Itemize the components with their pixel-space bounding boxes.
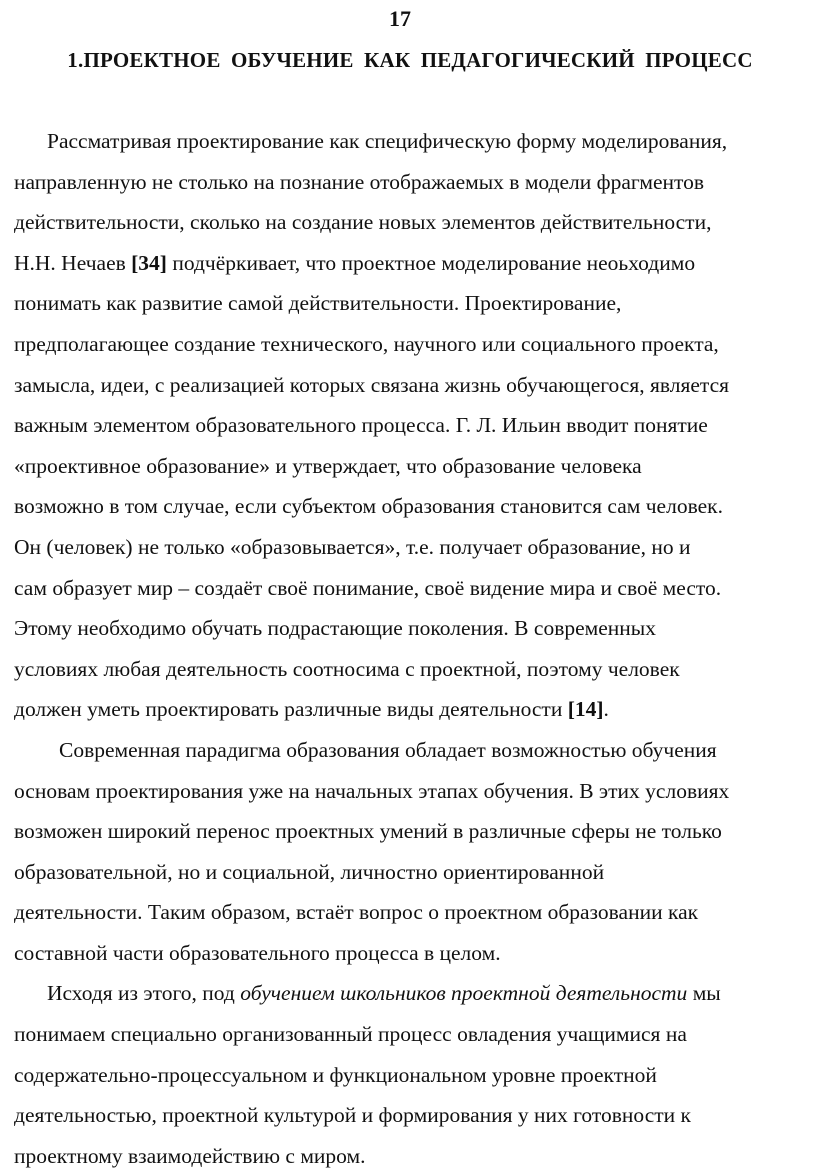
emphasis-term: обучением школьников проектной деятельности [240, 981, 688, 1006]
text-line: важным элементом образовательного процесса. Г. Л. Ильин вводит понятие [14, 413, 708, 438]
text-line: условиях любая деятельность соотносима с проектной, поэтому человек [14, 656, 680, 681]
text-line: сам образует мир – создаёт своё понимание, своё видение мира и своё место. [14, 575, 722, 600]
text-line: содержательно-процессуальном и функциональном уровне проектной [14, 1062, 657, 1087]
paragraph-3 [14, 973, 800, 1176]
text-line: должен уметь проектировать различные виды деятельности [14]. [14, 697, 609, 722]
text-line: Он (человек) не только «образовывается», т.е. получает образование, но и [14, 534, 691, 559]
section-heading: 1.ПРОЕКТНОЕ ОБУЧЕНИЕ КАК ПЕДАГОГИЧЕСКИЙ ПРОЦЕСС [67, 48, 753, 72]
document-body [14, 121, 800, 1176]
text-line: Н.Н. Нечаев [34] подчёркивает, что проектное моделирование неоьходимо [14, 250, 696, 275]
text-line: основам проектирования уже на начальных этапах обучения. В этих условиях [14, 778, 730, 803]
text-line: Этому необходимо обучать подрастающие поколения. В современных [14, 616, 656, 641]
citation-ref: [14] [567, 697, 604, 722]
text-line: образовательной, но и социальной, личностно ориентированной [14, 859, 605, 884]
text-line: «проективное образование» и утверждает, что образование человека [14, 453, 642, 478]
text-line: понимать как развитие самой действительности. Проектирование, [14, 291, 622, 316]
text-line: проектному взаимодействию с миром. [14, 1143, 366, 1168]
text-line: составной части образовательного процесса в целом. [14, 940, 501, 965]
text-line: направленную не столько на познание отображаемых в модели фрагментов [14, 169, 705, 194]
text-line: предполагающее создание технического, научного или социального проекта, [14, 331, 719, 356]
text-line: замысла, идеи, с реализацией которых связана жизнь обучающегося, является [14, 372, 730, 397]
text-line: возможен широкий перенос проектных умений в различные сферы не только [14, 819, 722, 844]
text-line: возможно в том случае, если субъектом образования становится сам человек. [14, 494, 723, 519]
text-line: Исходя из этого, под обучением школьников проектной деятельности мы [47, 981, 721, 1006]
text-line: деятельностью, проектной культурой и формирования у них готовности к [14, 1103, 691, 1128]
text-line: понимаем специально организованный процесс овладения учащимися на [14, 1022, 687, 1047]
text-line: Современная парадигма образования обладает возможностью обучения [59, 737, 717, 762]
text-line: деятельности. Таким образом, встаёт вопрос о проектном образовании как [14, 900, 699, 925]
text-line: Рассматривая проектирование как специфическую форму моделирования, [47, 129, 728, 153]
page-number: 17 [389, 6, 411, 31]
paragraph-2 [14, 730, 800, 974]
citation-ref: [34] [131, 250, 167, 275]
text-line: действительности, сколько на создание новых элементов действительности, [14, 210, 712, 235]
paragraph-1 [14, 121, 800, 730]
